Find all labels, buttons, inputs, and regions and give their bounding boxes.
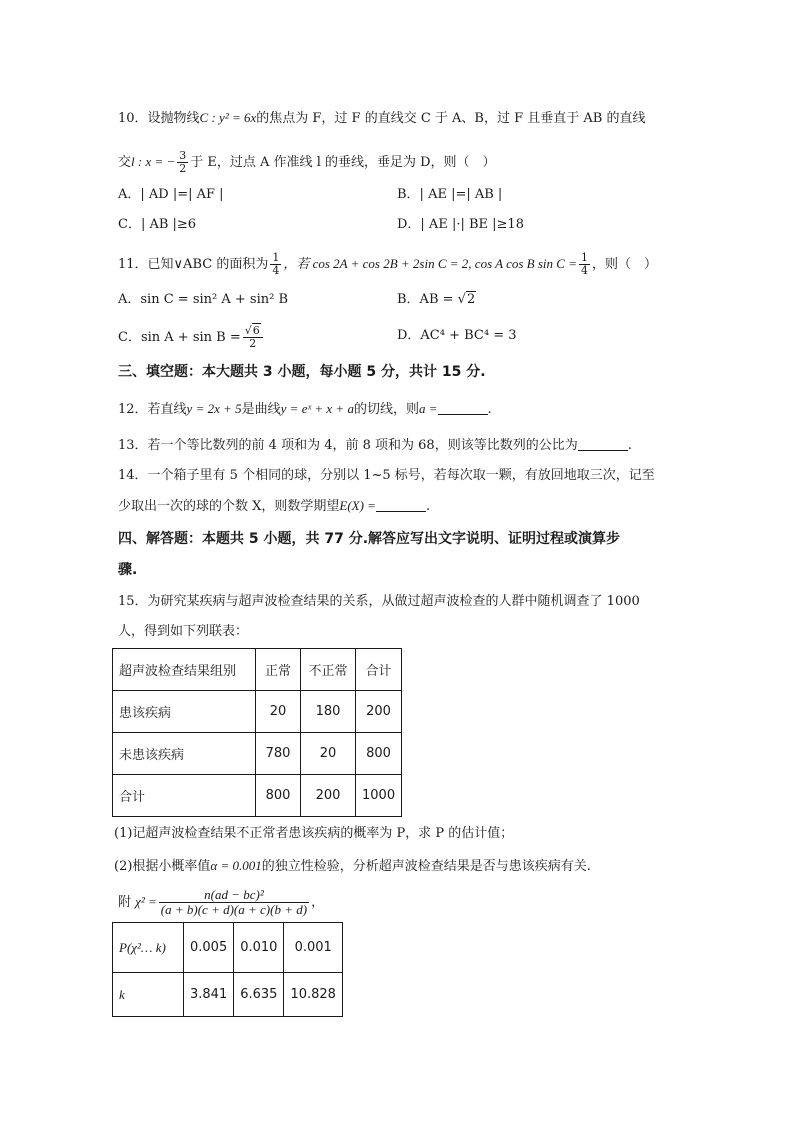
q10-fraction <box>177 150 188 175</box>
q15-sub1: (1)记超声波检查结果不正常者患该疾病的概率为 P，求 P 的估计值； <box>114 826 514 841</box>
q10-option-d: D．| AE |·| BE |≥18 <box>397 217 524 232</box>
table-cell: 6.635 <box>234 973 284 1017</box>
q13-answer-blank[interactable] <box>578 438 628 451</box>
q14-line2 <box>118 496 430 517</box>
q12-end: . <box>487 402 492 417</box>
frac-num: 1 <box>580 251 588 264</box>
q10-option-b: B．| AE |=| AB | <box>397 187 503 202</box>
q10-text-4: 于 E，过点 A 作准线 l 的垂线，垂足为 D，则（ ） <box>190 155 496 170</box>
q15-sub2-text-2: 的独立性检验，分析超声波检查结果是否与患该疾病有关. <box>261 859 591 874</box>
section4-heading-line2: 骤. <box>118 562 138 578</box>
frac-num: √6 <box>243 325 263 338</box>
table-cell: 780 <box>256 733 301 775</box>
q11-option-c-fraction <box>243 325 263 350</box>
q10-option-c: C．| AB |≥6 <box>118 217 197 232</box>
q10-line1 <box>118 108 645 129</box>
table-cell: 20 <box>301 733 356 775</box>
q11-option-c-text: C．sin A + sin B = <box>118 330 241 345</box>
section3-heading: 三、填空题：本大题共 3 小题，每小题 5 分，共计 15 分. <box>118 364 486 380</box>
table-row <box>113 691 402 733</box>
q14-text: 少取出一次的球的个数 X，则数学期望 <box>118 499 340 514</box>
q11-product-fraction <box>579 252 590 277</box>
q11-option-b-text: B．AB = <box>397 292 454 307</box>
table-cell: 0.010 <box>234 923 284 973</box>
table-cell: 未患该疾病 <box>113 733 256 775</box>
q15-line1: 15．为研究某疾病与超声波检查结果的关系，从做过超声波检查的人群中随机调查了 1000 <box>118 594 640 609</box>
q13-text: 13．若一个等比数列的前 4 项和为 4，前 8 项和为 68，则该等比数列的公比为 <box>118 438 578 453</box>
table-header-row <box>113 649 402 691</box>
q13 <box>118 436 632 456</box>
q14-end: . <box>425 499 431 514</box>
q11-option-b-radicand: 2 <box>466 292 476 307</box>
table-header-cell: 超声波检查结果组别 <box>113 649 256 691</box>
q15-alpha: α = 0.001 <box>210 858 262 873</box>
q14-answer-blank[interactable] <box>376 499 426 512</box>
table-header-cell: 不正常 <box>301 649 356 691</box>
table-cell: 3.841 <box>184 973 234 1017</box>
table-cell: 0.001 <box>284 923 343 973</box>
q10-line-eq: l : x = − <box>131 154 176 169</box>
q15-sub2-text: (2)根据小概率值 <box>114 859 211 874</box>
frac-den: 2 <box>179 162 187 175</box>
table-row <box>113 733 402 775</box>
table-row <box>113 973 343 1017</box>
q11-option-a: A．sin C = sin² A + sin² B <box>118 292 289 307</box>
table-row <box>113 775 402 817</box>
q10-option-a: A．| AD |=| AF | <box>118 187 224 202</box>
q14-line1: 14．一个箱子里有 5 个相同的球，分别以 1~5 标号，若每次取一颗，有放回地取三次，记至 <box>118 468 655 483</box>
table-cell: 10.828 <box>284 973 343 1017</box>
table-cell: 患该疾病 <box>113 691 256 733</box>
table-cell: 200 <box>301 775 356 817</box>
q10-text: 10．设抛物线 <box>118 111 200 126</box>
q10-line2 <box>118 150 496 175</box>
table-cell: 800 <box>256 775 301 817</box>
table-cell: k <box>113 973 184 1017</box>
q12 <box>118 399 492 420</box>
q11-option-b: B．AB = √2 <box>397 292 476 307</box>
q11-area-fraction <box>270 252 281 277</box>
q12-text-2: 是曲线 <box>241 402 281 417</box>
table-row <box>113 923 343 973</box>
q12-a: a = <box>418 401 438 416</box>
q12-curve-eq: y = eˣ + x + a <box>280 401 354 416</box>
section4-heading-line1: 四、解答题：本题共 5 小题，共 77 分.解答应写出文字说明、证明过程或演算步 <box>118 531 621 547</box>
q11-condition: ，若 cos 2A + cos 2B + 2sin C = 2, cos A cos B sin C = <box>283 256 577 271</box>
critical-value-table <box>112 922 343 1017</box>
q12-text: 12．若直线 <box>118 402 187 417</box>
frac-den: 4 <box>580 264 588 277</box>
contingency-table <box>112 648 402 817</box>
formula-prefix: 附 <box>118 895 132 910</box>
q11-stem <box>118 252 657 277</box>
frac-den: 4 <box>272 264 280 277</box>
table-header-cell: 合计 <box>356 649 402 691</box>
table-cell: 180 <box>301 691 356 733</box>
q12-text-3: 的切线，则 <box>353 402 419 417</box>
frac-num: 3 <box>179 149 187 162</box>
table-cell: P(χ²… k) <box>113 923 184 973</box>
formula-numerator: n(ad − bc)² <box>159 888 309 903</box>
q11-option-c <box>118 325 265 350</box>
q13-end: . <box>627 438 632 453</box>
frac-den: 2 <box>249 337 257 350</box>
table-cell: 合计 <box>113 775 256 817</box>
table-cell: 0.005 <box>184 923 234 973</box>
table-cell: 20 <box>256 691 301 733</box>
formula-end: ， <box>311 895 325 910</box>
q15-line2: 人，得到如下列联表： <box>118 624 249 639</box>
frac-num: 1 <box>272 251 280 264</box>
q11-text-end: ，则（ ） <box>591 257 657 272</box>
table-cell: 800 <box>356 733 402 775</box>
formula-lhs: χ² = <box>135 894 157 909</box>
table-header-cell: 正常 <box>256 649 301 691</box>
table-cell: 1000 <box>356 775 402 817</box>
q10-parabola-eq: C : y² = 6x <box>199 110 257 125</box>
formula-denominator: (a + b)(c + d)(a + c)(b + d) <box>160 902 308 917</box>
q14-expectation: E(X) = <box>339 498 376 513</box>
q12-answer-blank[interactable] <box>438 402 488 415</box>
formula-fraction <box>159 888 309 917</box>
q11-text: 11．已知∨ABC 的面积为 <box>118 257 269 272</box>
q10-text-3: 交 <box>118 155 132 170</box>
q15-sub2 <box>114 856 591 877</box>
q10-text-2: 的焦点为 F，过 F 的直线交 C 于 A、B，过 F 且垂直于 AB 的直线 <box>256 111 646 126</box>
table-cell: 200 <box>356 691 402 733</box>
q11-option-d: D．AC⁴ + BC⁴ = 3 <box>397 328 517 343</box>
radicand: 6 <box>252 324 260 337</box>
chi-square-formula <box>118 888 324 917</box>
q12-line-eq: y = 2x + 5 <box>186 401 242 416</box>
